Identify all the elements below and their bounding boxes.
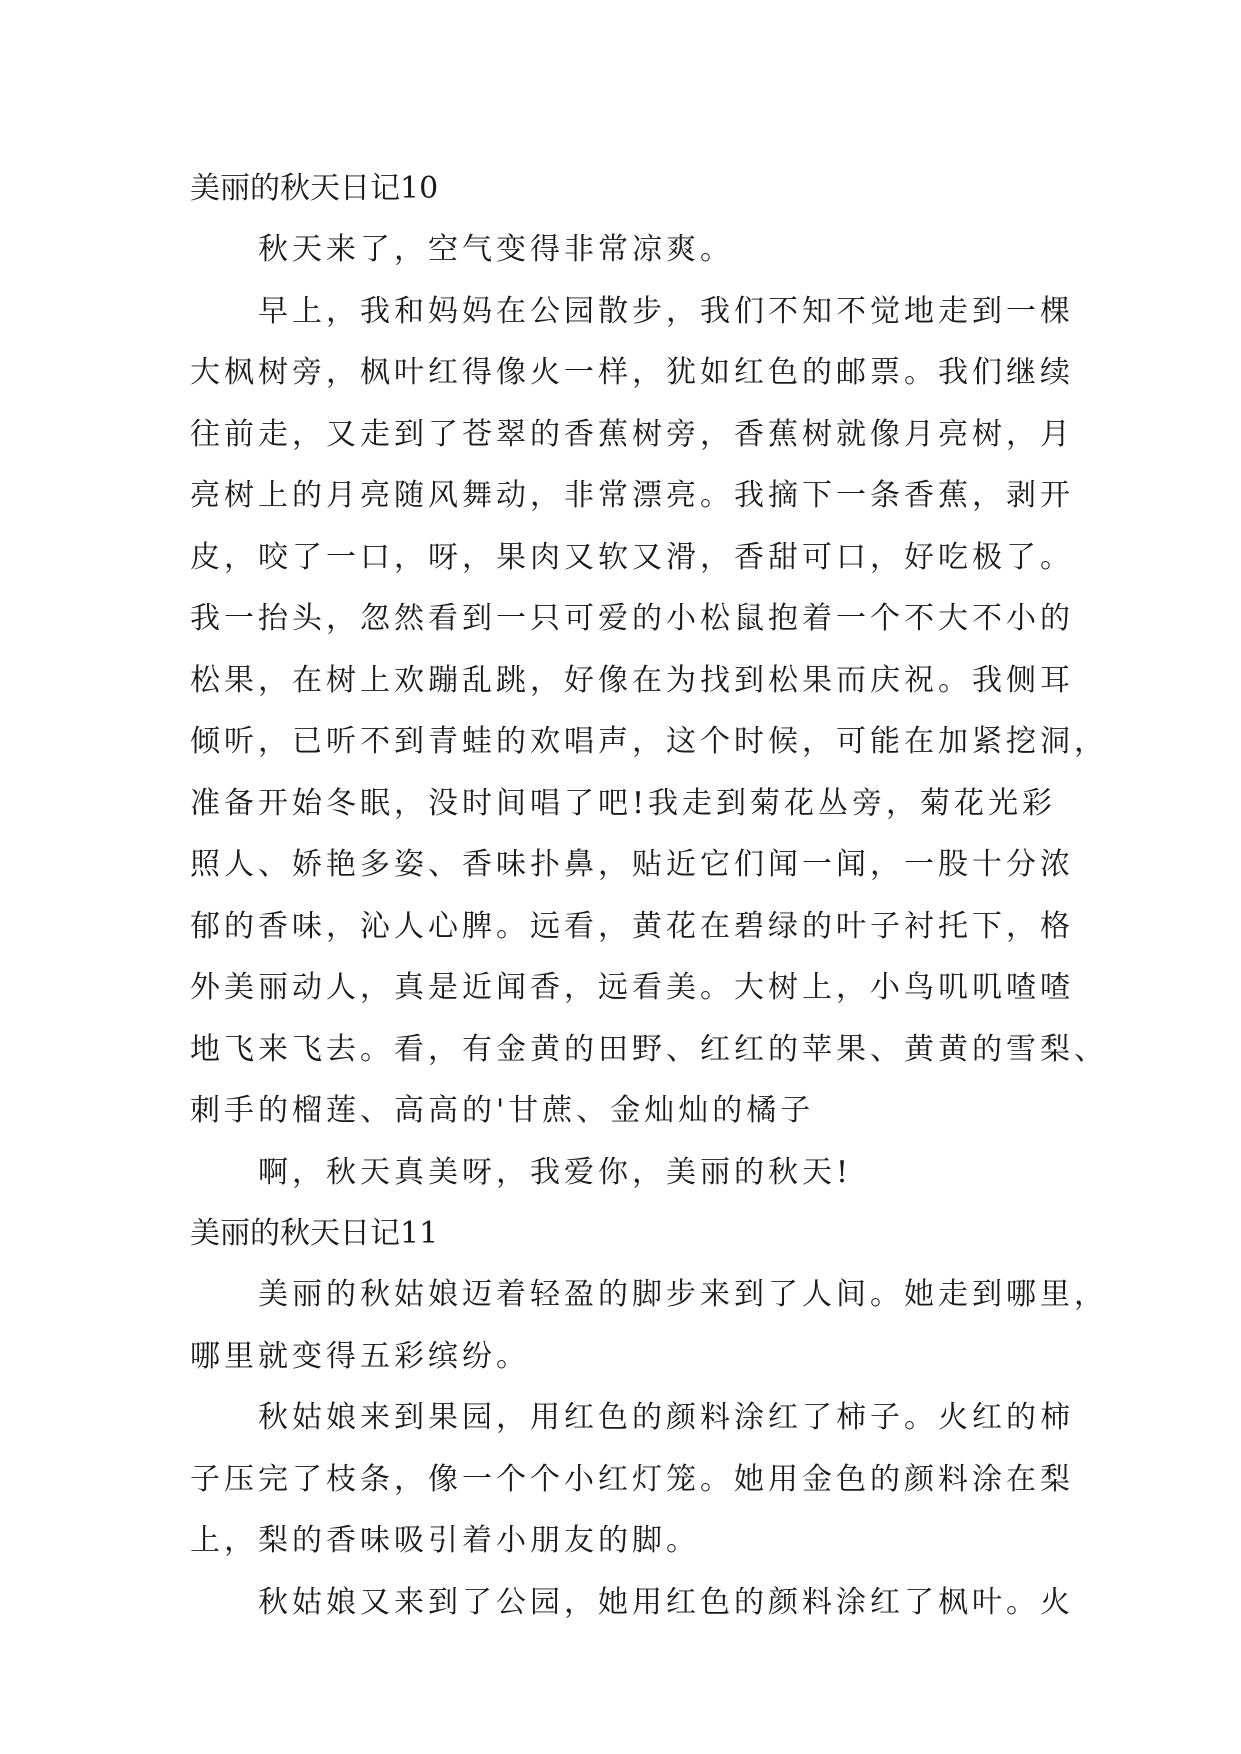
text-line: 秋姑娘来到果园，用红色的颜料涂红了柿子。火红的柿: [258, 1400, 1074, 1435]
text-line: 啊，秋天真美呀，我爱你，美丽的秋天!: [258, 1154, 853, 1190]
text-line: 外美丽动人，真是近闻香，远看美。大树上，小鸟叽叽喳喳: [190, 970, 1074, 1005]
text-line: 上，梨的香味吸引着小朋友的脚。: [190, 1523, 700, 1558]
diary-title-11: 美丽的秋天日记11: [190, 1216, 439, 1251]
paragraph: [190, 1264, 1108, 1387]
text-line: 哪里就变得五彩缤纷。: [190, 1338, 530, 1374]
text-line: 郁的香味，沁人心脾。远看，黄花在碧绿的叶子衬托下，格: [190, 908, 1074, 944]
text-line: 秋姑娘又来到了公园，她用红色的颜料涂红了枫叶。火: [258, 1584, 1074, 1620]
text-line: 地飞来飞去。看，有金黄的田野、红红的苹果、黄黄的雪梨、: [190, 1031, 1108, 1067]
text-line: 照人、娇艳多姿、香味扑鼻，贴近它们闻一闻，一股十分浓: [190, 847, 1074, 882]
text-line: 大枫树旁，枫叶红得像火一样，犹如红色的邮票。我们继续: [190, 355, 1074, 390]
text-line: 秋天来了，空气变得非常凉爽。: [258, 232, 734, 267]
document-page: [190, 158, 1108, 1633]
text-line: 我一抬头，忽然看到一只可爱的小松鼠抱着一个不大不小的: [190, 601, 1074, 636]
paragraph: [190, 219, 1050, 281]
text-line: 松果，在树上欢蹦乱跳，好像在为找到松果而庆祝。我侧耳: [190, 662, 1074, 698]
text-line: 准备开始冬眠，没时间唱了吧!我走到菊花丛旁，菊花光彩: [190, 785, 1057, 821]
paragraph: [190, 281, 1108, 1142]
text-line: 刺手的榴莲、高高的'甘蔗、金灿灿的橘子: [190, 1093, 815, 1128]
text-line: 美丽的秋姑娘迈着轻盈的脚步来到了人间。她走到哪里，: [258, 1277, 1108, 1312]
text-line: 往前走，又走到了苍翠的香蕉树旁，香蕉树就像月亮树，月: [190, 416, 1074, 452]
text-line: 亮树上的月亮随风舞动，非常漂亮。我摘下一条香蕉，剥开: [190, 478, 1074, 513]
paragraph: [190, 1142, 1050, 1204]
paragraph: [190, 1572, 1074, 1634]
text-line: 早上，我和妈妈在公园散步，我们不知不觉地走到一棵: [258, 293, 1074, 329]
text-line: 子压完了枝条，像一个个小红灯笼。她用金色的颜料涂在梨: [190, 1461, 1074, 1497]
text-line: 皮，咬了一口，呀，果肉又软又滑，香甜可口，好吃极了。: [190, 539, 1074, 575]
diary-title-10: 美丽的秋天日记10: [190, 171, 439, 206]
text-line: 倾听，已听不到青蛙的欢唱声，这个时候，可能在加紧挖洞，: [190, 724, 1108, 759]
paragraph: [190, 1387, 1074, 1572]
